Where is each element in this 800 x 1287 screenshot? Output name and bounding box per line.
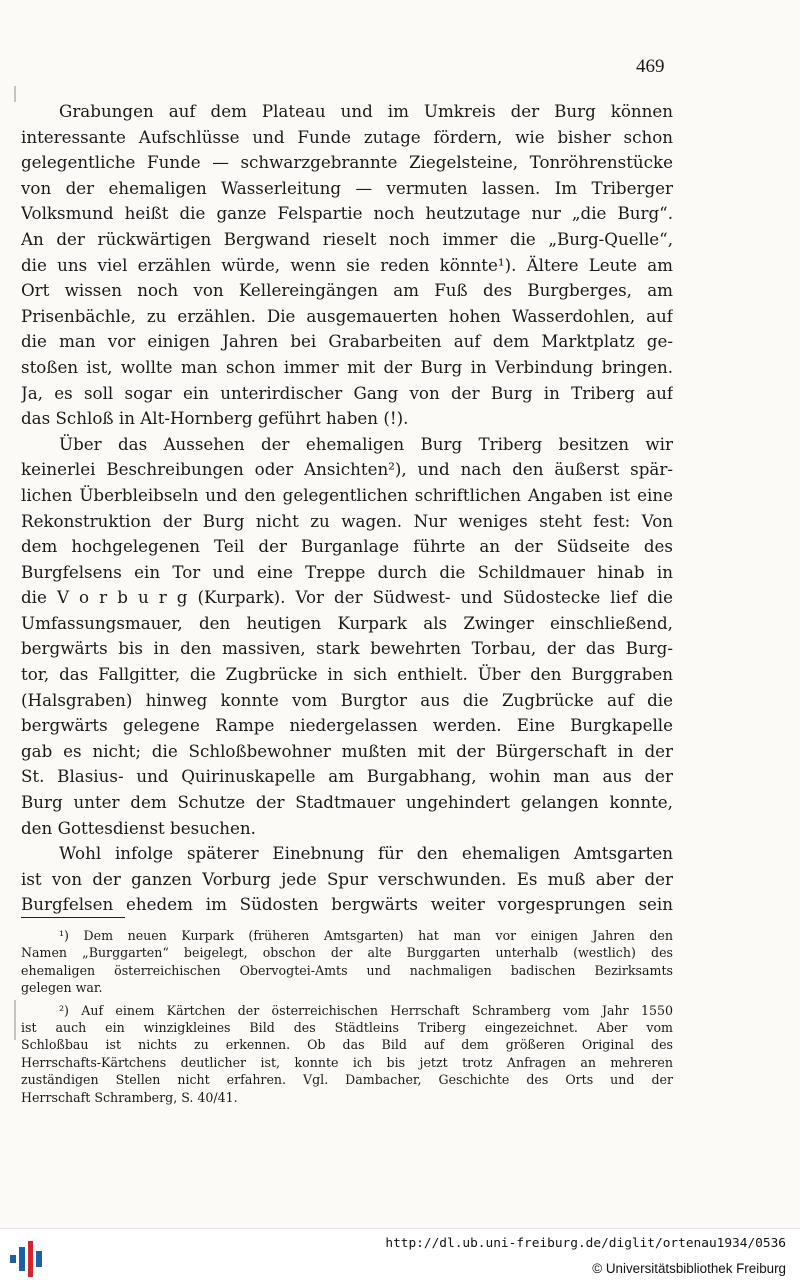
text-line: Ort wissen noch von Kellereingängen am Fuß des Burgberges, am	[21, 280, 673, 301]
text-line: bergwärts gelegene Rampe niedergelassen werden. Eine Burgkapelle	[21, 715, 673, 736]
scan-artifact	[14, 1000, 16, 1040]
permalink-link[interactable]: http://dl.ub.uni-freiburg.de/diglit/ortenau1934/0536	[385, 1236, 786, 1251]
text-line: von der ehemaligen Wasserleitung — vermuten lassen. Im Triberger	[21, 177, 673, 198]
text-line: Burgfelsen ehedem im Südosten bergwärts weiter vorgesprungen sein	[21, 894, 673, 915]
text-line: Burgfelsens ein Tor und eine Treppe durch die Schildmauer hinab in	[21, 561, 673, 582]
copyright-notice: © Universitätsbibliothek Freiburg	[592, 1261, 786, 1276]
footnote-line: Herrschaft Schramberg, S. 40/41.	[21, 1089, 238, 1105]
text-line: das Schloß in Alt-Hornberg geführt haben (!).	[21, 408, 409, 429]
footnote-line: Schloßbau ist nichts zu erkennen. Ob das Bild auf dem größeren Original des	[21, 1037, 673, 1053]
footnote-divider	[21, 917, 125, 918]
text-line: den Gottesdienst besuchen.	[21, 817, 256, 838]
text-line: Ja, es soll sogar ein unterirdischer Gang von der Burg in Triberg auf	[21, 382, 673, 403]
text-line: gab es nicht; die Schloßbewohner mußten mit der Bürgerschaft in der	[21, 740, 673, 761]
footnote-line: ist auch ein winzigkleines Bild des Städtleins Triberg eingezeichnet. Aber vom	[21, 1019, 673, 1035]
footnote-line: Herrschafts-Kärtchens deutlicher ist, konnte ich bis jetzt trotz Anfragen an mehreren	[21, 1054, 673, 1070]
text-line: die man vor einigen Jahren bei Grabarbeiten auf dem Marktplatz ge-	[21, 331, 673, 352]
text-line: ist von der ganzen Vorburg jede Spur verschwunden. Es muß aber der	[21, 868, 673, 889]
body-text	[21, 99, 673, 918]
text-line: interessante Aufschlüsse und Funde zutage fördern, wie bisher schon	[21, 126, 673, 147]
text-line: An der rückwärtigen Bergwand rieselt noch immer die „Burg-Quelle“,	[21, 228, 673, 249]
text-line: Burg unter dem Schutze der Stadtmauer ungehindert gelangen konnte,	[21, 792, 673, 813]
text-line: die V o r b u r g (Kurpark). Vor der Südwest- und Südostecke lief die	[21, 587, 673, 608]
text-line: stoßen ist, wollte man schon immer mit der Burg in Verbindung bringen.	[21, 356, 673, 377]
footnotes	[21, 927, 673, 1106]
footnote-line: gelegen war.	[21, 980, 103, 996]
library-logo-icon	[8, 1239, 48, 1279]
text-line: St. Blasius- und Quirinuskapelle am Burgabhang, wohin man aus der	[21, 766, 673, 787]
text-line: Wohl infolge späterer Einebnung für den ehemaligen Amtsgarten	[59, 843, 673, 864]
footnote-line: ²) Auf einem Kärtchen der österreichischen Herrschaft Schramberg vom Jahr 1550	[59, 1002, 673, 1018]
text-line: Über das Aussehen der ehemaligen Burg Triberg besitzen wir	[59, 433, 673, 454]
text-line: bergwärts bis in den massiven, stark bewehrten Torbau, der das Burg-	[21, 638, 673, 659]
page-number: 469	[636, 56, 665, 77]
viewer-footer	[0, 1228, 800, 1287]
text-line: gelegentliche Funde — schwarzgebrannte Ziegelsteine, Tonröhrenstücke	[21, 152, 673, 173]
text-line: (Halsgraben) hinweg konnte vom Burgtor aus die Zugbrücke auf die	[21, 689, 673, 710]
text-line: Umfassungsmauer, den heutigen Kurpark als Zwinger einschließend,	[21, 612, 673, 633]
text-line: die uns viel erzählen würde, wenn sie reden könnte¹). Ältere Leute am	[21, 254, 673, 275]
text-line: lichen Überbleibseln und den gelegentlichen schriftlichen Angaben ist eine	[21, 484, 673, 505]
footnote-line: zuständigen Stellen nicht erfahren. Vgl. Dambacher, Geschichte des Orts und der	[21, 1072, 673, 1088]
text-line: tor, das Fallgitter, die Zugbrücke in sich enthielt. Über den Burggraben	[21, 664, 673, 685]
text-line: Grabungen auf dem Plateau und im Umkreis der Burg können	[59, 101, 673, 121]
footnote-line: ¹) Dem neuen Kurpark (früheren Amtsgarten) hat man vor einigen Jahren den	[59, 928, 673, 943]
text-line: dem hochgelegenen Teil der Burganlage führte an der Südseite des	[21, 536, 673, 557]
footnote-line: ehemaligen österreichischen Obervogtei-Amts und nachmaligen badischen Bezirksamts	[21, 962, 673, 978]
footnote-line: Namen „Burggarten“ beigelegt, obschon der alte Burggarten unterhalb (westlich) des	[21, 945, 673, 961]
text-line: Rekonstruktion der Burg nicht zu wagen. Nur weniges steht fest: Von	[21, 510, 673, 531]
text-line: Volksmund heißt die ganze Felspartie noch heutzutage nur „die Burg“.	[21, 203, 673, 224]
text-line: Prisenbächle, zu erzählen. Die ausgemauerten hohen Wasserdohlen, auf	[21, 305, 673, 326]
text-line: keinerlei Beschreibungen oder Ansichten²), und nach den äußerst spär-	[21, 459, 673, 480]
scan-artifact	[14, 86, 16, 102]
